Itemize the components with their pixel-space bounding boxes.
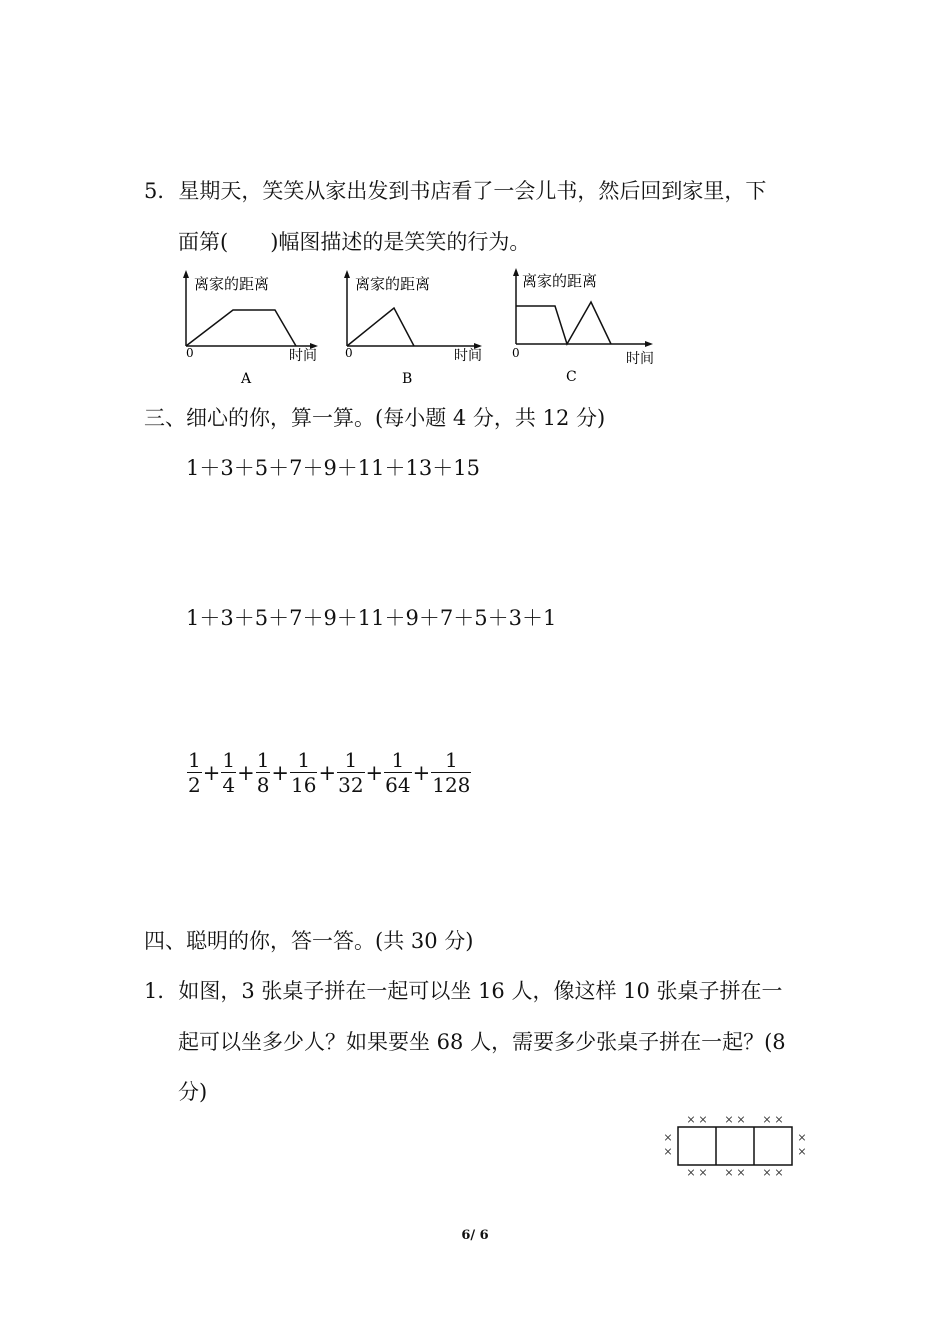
fraction-denominator: 64 — [385, 773, 411, 797]
graph-b — [338, 266, 493, 395]
seat-mark-top: × — [774, 1113, 784, 1126]
seat-mark-top: × — [698, 1113, 708, 1126]
graph-a-x-label: 时间 — [289, 348, 317, 364]
seat-mark-bottom: × — [698, 1166, 708, 1179]
seat-mark-left: × — [663, 1131, 673, 1144]
fraction-numerator: 1 — [391, 748, 405, 772]
graph-b-y-label: 离家的距离 — [355, 275, 431, 293]
question-5-line-2: 面第( )幅图描述的是笑笑的行为。 — [178, 230, 531, 254]
graph-a-caption: A — [241, 371, 252, 387]
fraction — [290, 750, 317, 795]
fraction — [431, 750, 471, 795]
section-4-heading: 四、聪明的你，答一答。(共 30 分) — [144, 929, 474, 953]
seat-mark-bottom: × — [762, 1166, 772, 1179]
expression-2: 1＋3＋5＋7＋9＋11＋9＋7＋5＋3＋1 — [186, 606, 557, 630]
tables-figure — [660, 1110, 810, 1184]
graph-a-y-label: 离家的距离 — [194, 275, 270, 293]
seat-mark-right: × — [797, 1145, 807, 1158]
seat-mark-right: × — [797, 1131, 807, 1144]
seat-mark-bottom: × — [686, 1166, 696, 1179]
graph-b-caption: B — [402, 371, 413, 387]
plus-sign: + — [412, 760, 431, 785]
plus-sign: + — [318, 760, 337, 785]
plus-sign: + — [271, 760, 290, 785]
fraction-denominator: 32 — [338, 773, 364, 797]
fraction — [187, 750, 202, 795]
fraction-denominator: 4 — [222, 773, 236, 797]
graph-c-caption: C — [566, 369, 577, 385]
fraction-numerator: 1 — [188, 748, 201, 772]
fraction — [384, 750, 411, 795]
graph-a-origin: 0 — [186, 346, 194, 360]
fraction — [221, 750, 236, 795]
plus-sign: + — [202, 760, 221, 785]
page-number: 6/ 6 — [461, 1228, 489, 1243]
fraction — [256, 750, 271, 795]
fraction-denominator: 16 — [291, 773, 317, 797]
plus-sign: + — [237, 760, 255, 785]
section-3-heading: 三、细心的你，算一算。(每小题 4 分，共 12 分) — [144, 406, 606, 430]
graph-c — [507, 264, 667, 393]
question-5-line-1: 5．星期天，笑笑从家出发到书店看了一会儿书，然后回到家里，下 — [144, 179, 767, 203]
seat-mark-left: × — [663, 1145, 673, 1158]
fraction-numerator: 1 — [222, 748, 236, 772]
question-1-line-3: 分) — [178, 1080, 208, 1104]
fraction-numerator: 1 — [444, 748, 458, 772]
graph-c-x-label: 时间 — [626, 351, 654, 367]
fraction-numerator: 1 — [297, 748, 311, 772]
expression-1: 1＋3＋5＋7＋9＋11＋13＋15 — [186, 456, 480, 480]
seat-mark-bottom: × — [736, 1166, 746, 1179]
graph-a — [178, 266, 328, 395]
seat-mark-top: × — [686, 1113, 696, 1126]
seat-mark-bottom: × — [774, 1166, 784, 1179]
seat-mark-bottom: × — [724, 1166, 734, 1179]
expression-3 — [186, 750, 472, 795]
fraction-denominator: 8 — [256, 773, 270, 797]
question-1-line-1: 1．如图，3 张桌子拼在一起可以坐 16 人，像这样 10 张桌子拼在一 — [144, 979, 783, 1003]
plus-sign: + — [365, 760, 384, 785]
fraction-numerator: 1 — [344, 748, 358, 772]
table-row-outline — [678, 1127, 792, 1165]
graph-b-origin: 0 — [345, 346, 353, 360]
fraction — [337, 750, 364, 795]
graph-c-y-label: 离家的距离 — [522, 272, 598, 290]
graph-c-origin: 0 — [512, 346, 520, 360]
fraction-numerator: 1 — [256, 748, 270, 772]
graph-b-x-label: 时间 — [454, 348, 482, 364]
seat-mark-top: × — [762, 1113, 772, 1126]
fraction-denominator: 128 — [432, 773, 471, 797]
fraction-denominator: 2 — [188, 773, 201, 797]
question-1-line-2: 起可以坐多少人？如果要坐 68 人，需要多少张桌子拼在一起？(8 — [178, 1030, 786, 1054]
seat-mark-top: × — [736, 1113, 746, 1126]
seat-mark-top: × — [724, 1113, 734, 1126]
